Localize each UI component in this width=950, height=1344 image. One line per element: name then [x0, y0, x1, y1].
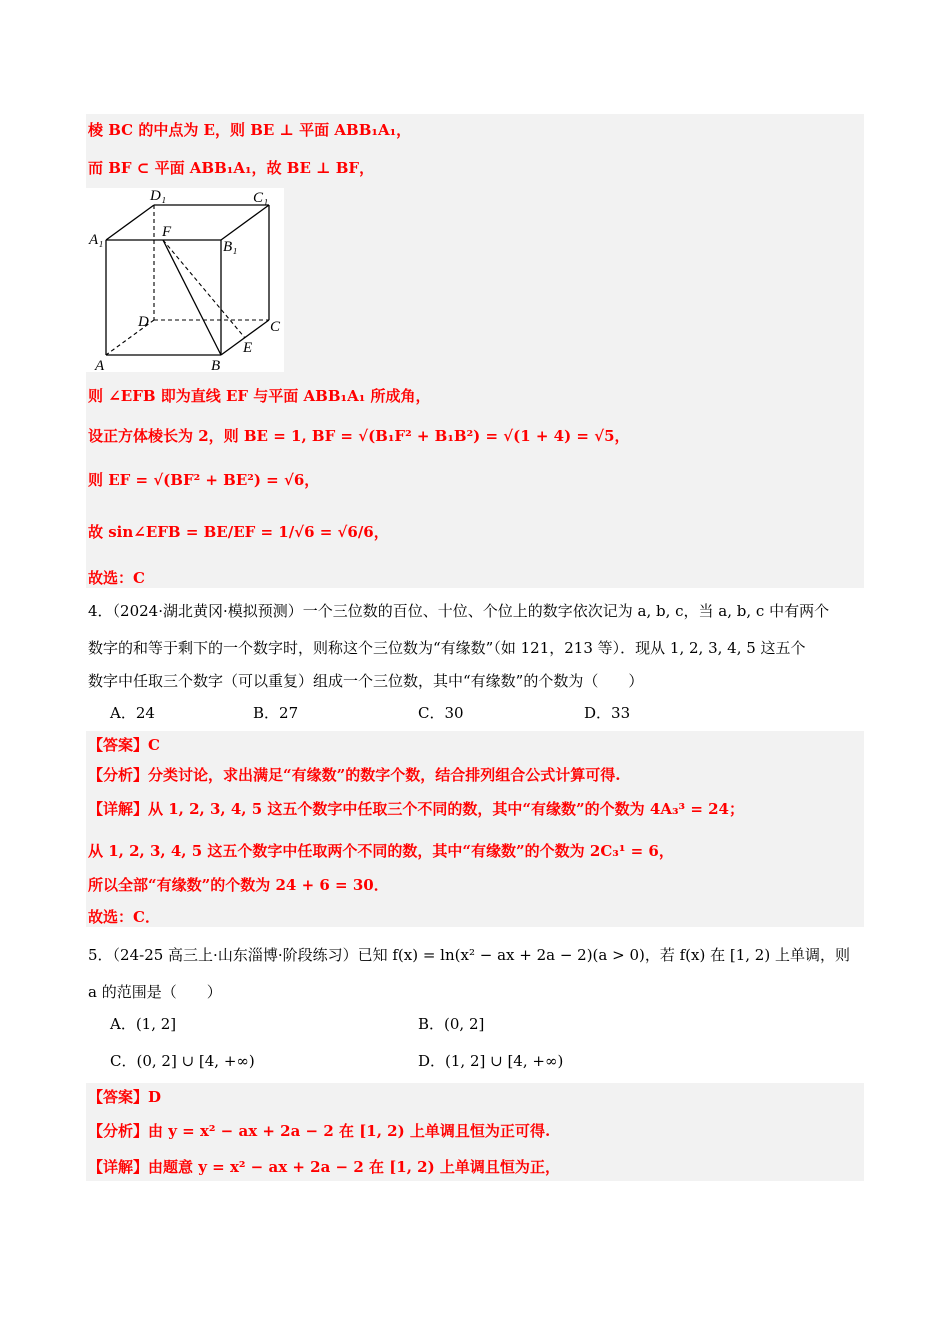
option-a: A．24: [110, 704, 155, 722]
solution-line: 则 ∠EFB 即为直线 EF 与平面 ABB₁A₁ 所成角，: [88, 387, 431, 405]
detail-line: 从 1, 2, 3, 4, 5 这五个数字中任取两个不同的数，其中“有缘数”的个数为 2C₃¹ = 6，: [88, 842, 674, 860]
answer-line: 【答案】D: [88, 1088, 162, 1106]
option-d: D．33: [584, 704, 631, 722]
label-A1: A₁: [89, 232, 104, 248]
solution-line: 故选：C: [88, 569, 145, 587]
label-B1: B₁: [223, 239, 238, 255]
option-a: A．(1, 2]: [110, 1015, 177, 1033]
label-F: F: [162, 224, 172, 240]
cube-diagram: [86, 188, 284, 372]
solution-line: 设正方体棱长为 2，则 BE = 1, BF = √(B₁F² + B₁B²) = √(1 + 4) = √5，: [88, 427, 630, 445]
label-D: D: [138, 314, 149, 330]
detail-line: 所以全部“有缘数”的个数为 24 + 6 = 30．: [88, 876, 389, 894]
analysis-line: 【分析】分类讨论，求出满足“有缘数”的数字个数，结合排列组合公式计算可得.: [88, 766, 621, 784]
answer-block-q5: [86, 1083, 864, 1181]
solution-line: 棱 BC 的中点为 E，则 BE ⊥ 平面 ABB₁A₁，: [88, 121, 412, 139]
label-E: E: [243, 340, 253, 356]
question-5-line: 5．（24-25 高三上·山东淄博·阶段练习）已知 f(x) = ln(x² − ax + 2a − 2)(a > 0)，若 f(x) 在 [1, 2) 上单调，则: [88, 946, 850, 964]
question-4-line: 数字的和等于剩下的一个数字时，则称这个三位数为“有缘数”（如 121，213 等）．现从 1, 2, 3, 4, 5 这五个: [88, 639, 806, 657]
label-C: C: [270, 319, 281, 335]
detail-line: 【详解】由题意 y = x² − ax + 2a − 2 在 [1, 2) 上单调且恒为正，: [88, 1158, 560, 1176]
option-d: D．(1, 2] ∪ [4, +∞): [418, 1052, 564, 1070]
question-5-line: a 的范围是（ ）: [88, 983, 222, 1001]
question-4-line: 数字中任取三个数字（可以重复）组成一个三位数，其中“有缘数”的个数为（ ）: [88, 672, 644, 690]
solution-line: 而 BF ⊂ 平面 ABB₁A₁，故 BE ⊥ BF，: [88, 159, 375, 177]
solution-block-q3: [86, 114, 864, 588]
option-b: B．(0, 2]: [418, 1015, 485, 1033]
option-b: B．27: [253, 704, 299, 722]
detail-line: 【详解】从 1, 2, 3, 4, 5 这五个数字中任取三个不同的数，其中“有缘数”的个数为 4A₃³ = 24；: [88, 800, 744, 818]
solution-line: 故 sin∠EFB = BE/EF = 1/√6 = √6/6，: [88, 523, 389, 541]
label-C1: C₁: [253, 190, 269, 206]
answer-line: 【答案】C: [88, 736, 160, 754]
option-c: C．(0, 2] ∪ [4, +∞): [110, 1052, 255, 1070]
label-D1: D₁: [150, 188, 167, 204]
cube-figure: [86, 188, 284, 372]
label-A: A: [95, 358, 105, 372]
answer-block-q4: [86, 731, 864, 927]
answer-choice-line: 故选：C．: [88, 908, 160, 926]
option-c: C．30: [418, 704, 464, 722]
label-B: B: [211, 358, 221, 372]
analysis-line: 【分析】由 y = x² − ax + 2a − 2 在 [1, 2) 上单调且恒为正可得.: [88, 1122, 551, 1140]
question-4-line: 4．（2024·湖北黄冈·模拟预测）一个三位数的百位、十位、个位上的数字依次记为 a, b, c，当 a, b, c 中有两个: [88, 602, 830, 620]
solution-line: 则 EF = √(BF² + BE²) = √6，: [88, 471, 320, 489]
